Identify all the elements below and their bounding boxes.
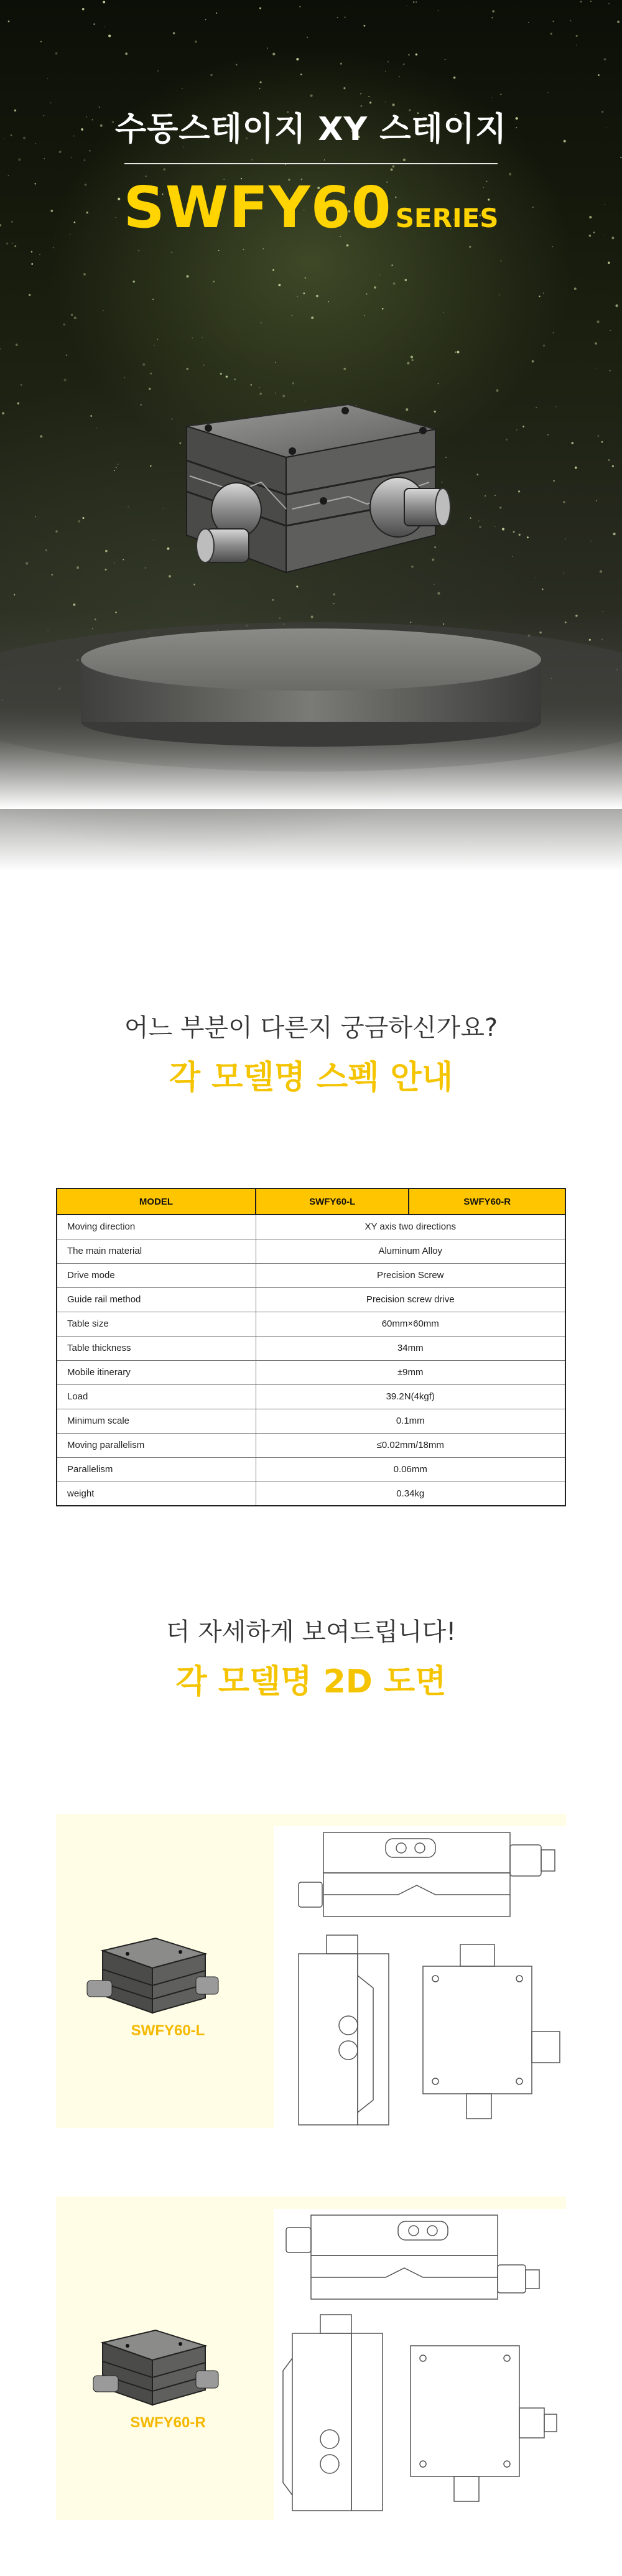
star-dot [210,74,212,76]
star-dot [310,95,313,97]
star-dot [311,317,313,319]
star-dot [260,82,262,83]
star-dot [316,295,318,297]
star-dot [552,246,553,247]
bottom-spacer [0,2520,622,2576]
star-dot [547,92,549,93]
row-value: ±9mm [256,1360,565,1384]
star-dot [403,159,406,161]
row-label: Drive mode [57,1263,256,1287]
spec-header-row [57,1188,565,1215]
row-label: Table thickness [57,1336,256,1360]
star-dot [608,262,610,264]
star-dot [598,74,600,76]
star-dot [620,157,622,159]
row-value: XY axis two directions [256,1215,565,1239]
star-dot [83,273,86,276]
series-suffix: SERIES [395,203,499,233]
star-dot [617,21,620,23]
star-dot [163,168,165,170]
star-dot [31,251,32,252]
table-row [57,1457,565,1482]
row-value: ≤0.02mm/18mm [256,1433,565,1457]
star-dot [39,254,40,255]
star-dot [59,151,62,153]
row-label: Parallelism [57,1457,256,1482]
star-dot [552,21,554,22]
star-dot [213,281,215,282]
star-dot [8,21,10,22]
spec-section [0,1008,622,1506]
star-dot [259,88,260,89]
star-dot [236,64,238,66]
star-dot [296,58,299,60]
star-dot [324,159,325,161]
star-dot [6,243,8,245]
star-dot [393,282,396,285]
star-dot [103,310,104,311]
star-dot [453,77,456,79]
row-label: Load [57,1384,256,1409]
star-dot [550,33,552,35]
star-dot [328,301,329,302]
star-dot [574,287,577,290]
star-dot [186,275,188,278]
star-dot [382,308,384,310]
star-dot [31,263,33,265]
header-model: MODEL [57,1188,256,1215]
row-value: Precision screw drive [256,1287,565,1312]
star-dot [71,314,73,316]
star-dot [53,247,54,248]
drawing-card-swfy60-l [56,1814,566,2128]
star-dot [47,78,48,79]
hero-divider [124,163,498,164]
product-stage-illustration [0,348,622,809]
drawing-title: 각 모델명 2D 도면 [175,1663,447,1701]
star-dot [391,169,393,171]
star-dot [171,251,172,253]
star-dot [596,320,599,323]
star-dot [392,166,395,168]
spec-title: 각 모델명 스펙 안내 [169,1059,453,1096]
star-dot [40,41,42,42]
header-swfy60-l: SWFY60-L [256,1188,409,1215]
star-dot [138,250,139,251]
product-thumbnail-l [56,1814,274,2128]
star-dot [337,17,338,18]
star-dot [267,48,268,49]
star-dot [363,25,365,27]
technical-drawing-sheet-l [274,1826,566,2128]
star-dot [152,299,154,300]
row-label: Moving parallelism [57,1433,256,1457]
star-dot [192,337,193,338]
star-dot [108,35,111,37]
table-row [57,1239,565,1263]
row-label: The main material [57,1239,256,1263]
star-dot [195,40,197,42]
star-dot [278,284,281,286]
star-dot [580,1,582,2]
product-thumbnail-r [56,2196,274,2520]
hero-title: 수동스테이지 XY 스테이지 [114,111,508,148]
row-value: 60mm×60mm [256,1312,565,1336]
star-dot [443,312,444,313]
star-dot [604,58,606,60]
star-dot [55,52,58,55]
star-dot [608,3,610,4]
star-dot [93,23,95,25]
row-label: weight [57,1482,256,1506]
series-title [0,174,622,241]
star-dot [263,248,264,250]
star-dot [103,1,105,3]
row-label: Moving direction [57,1215,256,1239]
table-row [57,1482,565,1506]
series-main: SWFY60 [123,174,392,241]
star-dot [340,63,342,65]
star-dot [218,250,219,251]
row-label: Mobile itinerary [57,1360,256,1384]
star-dot [413,1,415,3]
star-dot [157,338,159,340]
star-dot [500,93,501,95]
star-dot [374,286,376,289]
star-dot [251,159,253,160]
star-dot [595,342,597,345]
star-dot [543,292,544,294]
star-dot [305,277,306,278]
star-dot [552,332,554,334]
spec-heading [0,1008,622,1098]
star-dot [16,343,18,346]
star-dot [243,249,244,250]
star-dot [300,73,302,75]
star-dot [14,245,16,247]
drawing-section [0,1612,622,2576]
row-value: Precision Screw [256,1263,565,1287]
drawing-question: 더 자세하게 보여드립니다! [165,1618,457,1646]
model-label-l: SWFY60-L [131,2022,205,2039]
star-dot [157,70,158,71]
star-dot [74,317,77,319]
star-dot [399,77,400,78]
star-dot [615,304,618,307]
table-row [57,1263,565,1287]
star-dot [368,96,369,97]
table-row [57,1312,565,1336]
table-row [57,1215,565,1239]
technical-drawing-sheet-r [274,2209,566,2520]
star-dot [259,7,261,9]
drawing-card-swfy60-r [56,2196,566,2520]
star-dot [543,345,545,347]
star-dot [84,159,86,161]
star-dot [388,61,389,63]
star-dot [590,1,592,2]
star-dot [469,246,471,248]
star-dot [492,10,494,12]
star-dot [182,88,183,89]
row-value: 0.34kg [256,1482,565,1506]
star-dot [343,87,345,89]
star-dot [344,17,345,18]
star-dot [307,37,308,38]
star-dot [415,54,417,55]
star-dot [360,93,361,94]
row-value: 0.06mm [256,1457,565,1482]
star-dot [299,6,300,7]
spec-table-wrapper [56,1188,566,1506]
table-row [57,1336,565,1360]
row-value: 39.2N(4kgf) [256,1384,565,1409]
row-value: 34mm [256,1336,565,1360]
star-dot [391,264,392,266]
star-dot [303,292,305,294]
table-row [57,1287,565,1312]
star-dot [272,269,274,271]
star-dot [202,337,203,338]
star-dot [415,1,417,2]
star-dot [216,12,217,14]
star-dot [346,245,349,247]
star-dot [491,97,493,98]
star-dot [403,63,405,65]
star-dot [438,10,439,11]
star-dot [104,26,105,27]
star-dot [576,35,578,37]
row-value: 0.1mm [256,1409,565,1433]
star-dot [501,260,502,261]
star-dot [205,19,206,20]
star-dot [12,243,13,244]
model-label-r: SWFY60-R [130,2414,206,2431]
star-dot [366,293,367,294]
hero-banner [0,0,622,871]
star-dot [291,315,292,316]
row-label: Guide rail method [57,1287,256,1312]
star-dot [29,294,30,296]
table-row [57,1360,565,1384]
star-dot [539,296,540,297]
table-row [57,1384,565,1409]
star-dot [491,17,493,19]
star-dot [408,54,410,56]
spec-table [56,1188,566,1506]
star-dot [405,279,407,281]
table-row [57,1433,565,1457]
star-dot [272,53,275,55]
star-dot [44,158,45,159]
star-dot [18,159,21,161]
star-dot [133,281,135,282]
star-dot [570,20,571,21]
header-swfy60-r: SWFY60-R [409,1188,565,1215]
star-dot [63,324,65,326]
star-dot [82,8,85,11]
row-label: Table size [57,1312,256,1336]
star-dot [71,157,72,159]
spec-question: 어느 부분이 다른지 궁금하신가요? [124,1014,498,1042]
row-label: Minimum scale [57,1409,256,1433]
table-row [57,1409,565,1433]
star-dot [125,52,128,55]
row-value: Aluminum Alloy [256,1239,565,1263]
star-dot [89,150,91,152]
star-dot [385,71,386,72]
star-dot [261,322,262,324]
drawing-heading [0,1612,622,1702]
star-dot [173,32,175,35]
